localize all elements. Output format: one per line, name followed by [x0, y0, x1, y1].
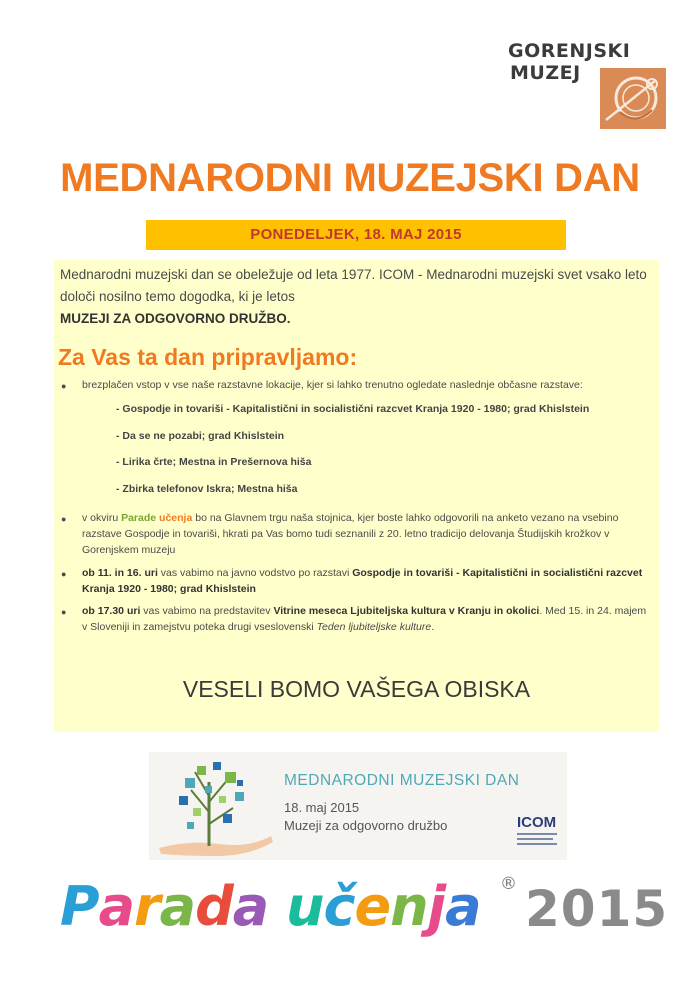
list-item [54, 603, 659, 635]
intro-paragraph [60, 264, 650, 330]
icom-logo: ICOM [517, 814, 557, 831]
teden-title: Teden ljubiteljske kulture [316, 621, 432, 633]
parada-highlight-a: Parade [121, 512, 157, 524]
parada-letter: č [323, 875, 355, 938]
event-exhibit: Gospodje in tovariši - Kapitalistični in socialistični razcvet Kranja 1920 - 1980; grad Khislstein [82, 567, 643, 595]
gorenjski-muzej-logo [508, 40, 668, 130]
closing-text: VESELI BOMO VAŠEGA OBISKA [182, 676, 531, 702]
hand-plant-icon [149, 752, 279, 860]
parada-letter: P [60, 875, 99, 938]
list-item [54, 377, 659, 497]
parada-ucenja-logo [60, 872, 669, 952]
parada-letter: a [232, 875, 269, 938]
page-title: MEDNARODNI MUZEJSKI DAN [60, 156, 640, 200]
exhibition-item: - Zbirka telefonov Iskra; Mestna hiša [116, 482, 298, 495]
parada-letter: u [286, 875, 324, 938]
parada-year: 2015 [525, 880, 669, 938]
bullet-text: brezplačen vstop v vse naše razstavne lokacije, kjer si lahko trenutno ogledate naslednje občasne razstave: [82, 379, 583, 391]
registered-mark: ® [500, 874, 517, 894]
bullet-text: vas vabimo na javno vodstvo po razstavi [157, 567, 353, 579]
parada-letter: a [98, 875, 135, 938]
exhibition-item: - Lirika črte; Mestna in Prešernova hiša [116, 456, 312, 468]
parada-letter: n [390, 875, 428, 938]
parada-wordmark [60, 872, 481, 942]
event-time: ob 17.30 uri [82, 605, 141, 617]
parada-letter [268, 872, 286, 942]
section-heading: Za Vas ta dan pripravljamo: [58, 344, 358, 370]
parada-letter: e [354, 875, 391, 938]
logo-line2: MUZEJ [510, 62, 581, 84]
date-banner: PONEDELJEK, 18. MAJ 2015 [146, 220, 566, 250]
list-item [54, 565, 659, 597]
list-item [54, 510, 659, 558]
bullet-icon: ● [61, 607, 67, 617]
parada-letter: a [445, 875, 481, 938]
fibula-icon [600, 68, 666, 129]
banner-theme: Muzeji za odgovorno družbo [284, 818, 448, 833]
intro-text: Mednarodni muzejski dan se obeležuje od leta 1977. ICOM - Mednarodni muzejski svet vsako leto določi nosilno temo dogodka, ki je letos [60, 267, 647, 304]
banner-date: 18. maj 2015 [284, 800, 360, 815]
vitrine-title: Vitrine meseca Ljubiteljska kultura v Kranju in okolici [273, 605, 540, 617]
parada-highlight-b: učenja [156, 512, 193, 524]
exhibition-list [82, 401, 651, 497]
museum-day-banner [149, 752, 567, 860]
logo-line1: GORENJSKI [508, 40, 631, 62]
bullet-text: vas vabimo na predstavitev [140, 605, 274, 617]
exhibition-item: - Gospodje in tovariši - Kapitalistični in socialistični razcvet Kranja 1920 - 1980; grad Khislstein [116, 403, 590, 415]
banner-title: MEDNARODNI MUZEJSKI DAN [284, 772, 520, 789]
bullet-icon: ● [61, 514, 67, 524]
bullet-text: v okviru [82, 512, 122, 524]
bullet-icon: ● [61, 381, 67, 391]
event-time: ob 11. in 16. uri [82, 567, 158, 579]
parada-letter: d [195, 875, 233, 938]
parada-letter: r [134, 875, 160, 938]
icom-subtext-icon [517, 832, 561, 846]
content-box [54, 260, 659, 732]
parada-letter: j [427, 875, 446, 938]
intro-theme: MUZEJI ZA ODGOVORNO DRUŽBO. [60, 311, 291, 326]
exhibition-item: - Da se ne pozabi; grad Khislstein [116, 429, 285, 442]
bullet-text: . Med 15. in 24. majem v Sloveniji in zamejstvu poteka drugi vseslovenski [82, 605, 647, 633]
bullet-icon: ● [61, 569, 67, 579]
bullet-text: bo na Glavnem trgu naša stojnica, kjer boste lahko odgovorili na anketo vezano na vsebino razstave Gospodje in tovariši, hkrati pa Vas bomo tudi seznanili z 20. letno tradicijo delovanja Študijskih krožkov v Gorenjskem muzeju [82, 512, 619, 556]
parada-letter: a [159, 875, 196, 938]
bullet-text: . [431, 621, 435, 633]
